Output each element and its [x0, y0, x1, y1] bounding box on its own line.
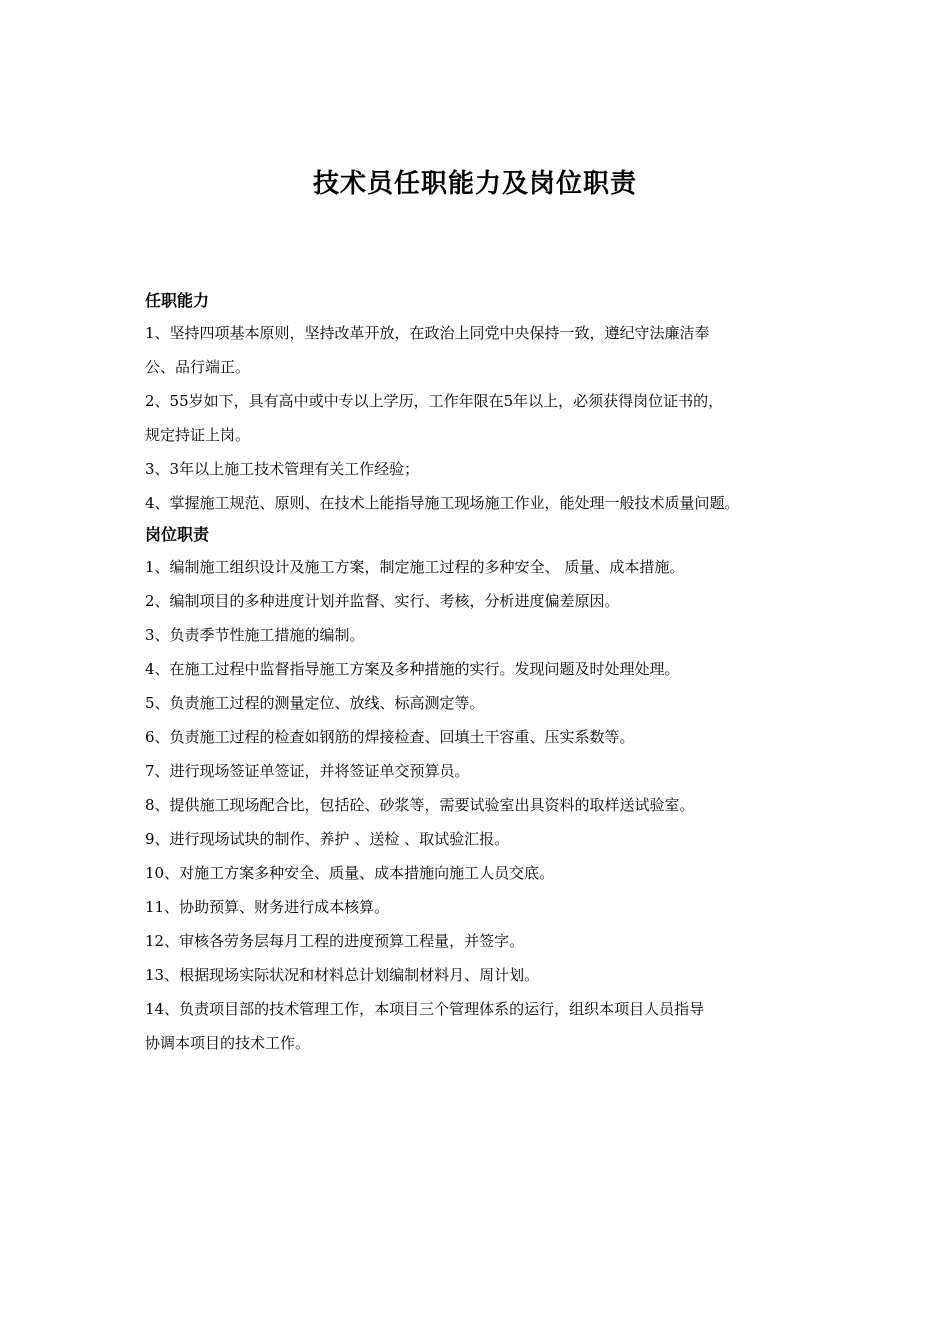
section-heading: 任职能力 [145, 291, 210, 310]
paragraph-line: 规定持证上岗。 [145, 426, 251, 444]
paragraph-line: 协调本项目的技术工作。 [145, 1034, 311, 1052]
section-responsibilities [145, 520, 825, 1060]
paragraph-line: 8、提供施工现场配合比，包括砼、砂浆等，需要试验室出具资料的取样送试验室。 [145, 796, 695, 814]
paragraph-line: 2、编制项目的多种进度计划并监督、实行、考核，分析进度偏差原因。 [145, 592, 620, 610]
paragraph-line: 1、坚持四项基本原则，坚持改革开放，在政治上同党中央保持一致，遵纪守法廉洁奉 [145, 324, 710, 342]
paragraph-line: 3、3年以上施工技术管理有关工作经验； [145, 460, 420, 478]
paragraph-line: 4、掌握施工规范、原则、在技术上能指导施工现场施工作业，能处理一般技术质量问题。 [145, 494, 740, 512]
paragraph-line: 5、负责施工过程的测量定位、放线、标高测定等。 [145, 694, 485, 712]
paragraph-line: 公、品行端正。 [145, 358, 251, 376]
document-body [145, 286, 825, 1060]
paragraph-line: 2、55岁如下，具有高中或中专以上学历，工作年限在5年以上，必须获得岗位证书的， [145, 392, 724, 410]
paragraph-line: 7、进行现场签证单签证，并将签证单交预算员。 [145, 762, 470, 780]
page-title: 技术员任职能力及岗位职责 [312, 169, 637, 199]
paragraph-line: 13、根据现场实际状况和材料总计划编制材料月、周计划。 [145, 966, 540, 984]
paragraph-line: 1、编制施工组织设计及施工方案，制定施工过程的多种安全、 质量、成本措施。 [145, 558, 685, 576]
paragraph-line: 4、在施工过程中监督指导施工方案及多种措施的实行。发现问题及时处理处理。 [145, 660, 680, 678]
section-heading: 岗位职责 [145, 525, 210, 544]
paragraph-line: 3、负责季节性施工措施的编制。 [145, 626, 365, 644]
section-qualifications [145, 286, 825, 520]
paragraph-line: 9、进行现场试块的制作、养护 、送检 、取试验汇报。 [145, 830, 510, 848]
paragraph-line: 10、对施工方案多种安全、质量、成本措施向施工人员交底。 [145, 864, 555, 882]
paragraph-line: 12、审核各劳务层每月工程的进度预算工程量，并签字。 [145, 932, 525, 950]
paragraph-line: 11、协助预算、财务进行成本核算。 [145, 898, 390, 916]
paragraph-line: 6、负责施工过程的检查如钢筋的焊接检查、回填土干容重、压实系数等。 [145, 728, 635, 746]
paragraph-line: 14、负责项目部的技术管理工作，本项目三个管理体系的运行，组织本项目人员指导 [145, 1000, 705, 1018]
